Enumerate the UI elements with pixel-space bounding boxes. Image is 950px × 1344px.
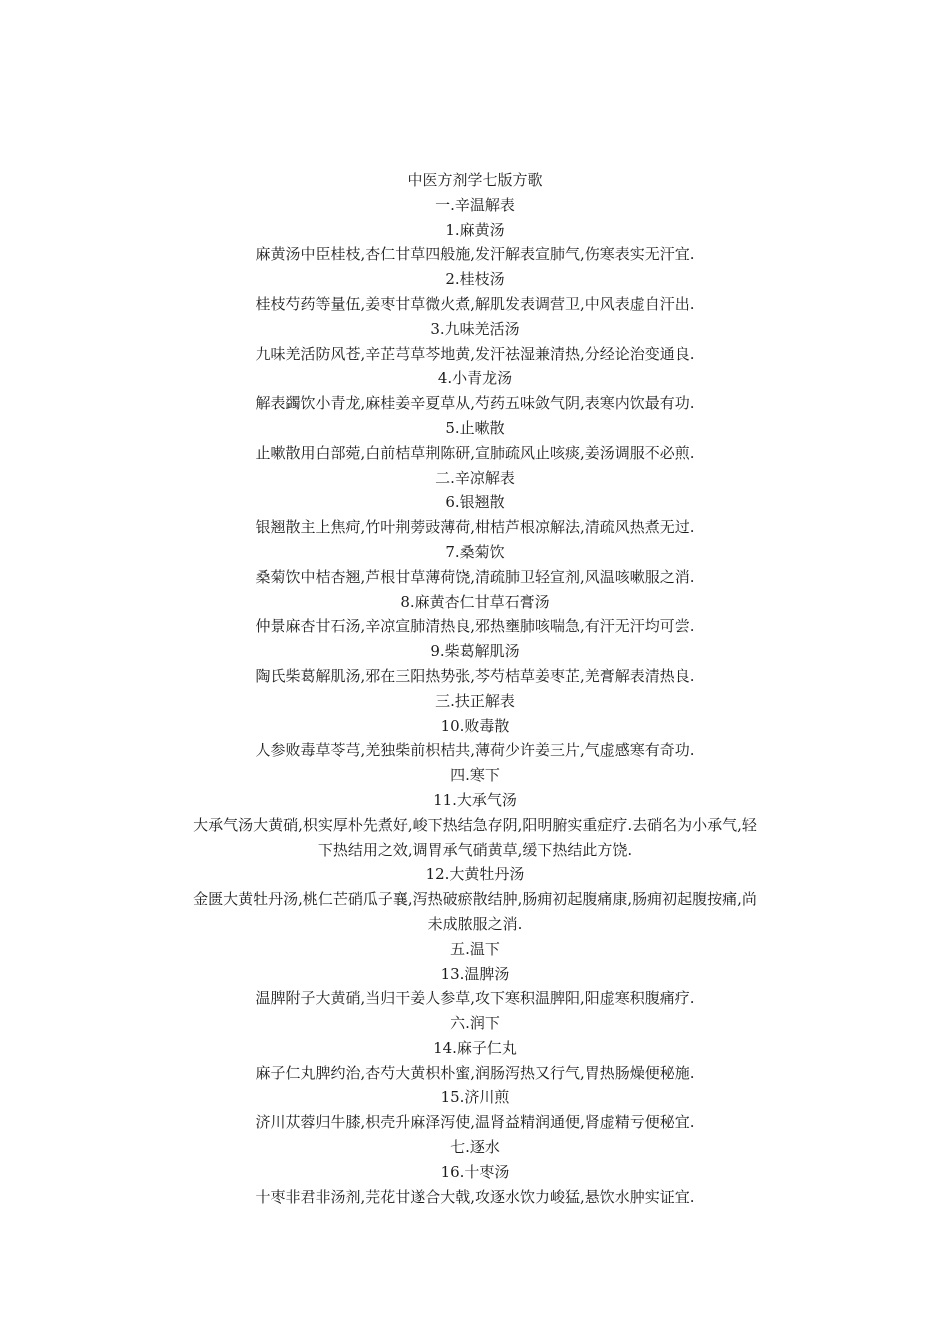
section-heading: 六.润下 xyxy=(450,1014,500,1033)
formula-title: 13.温脾汤 xyxy=(440,964,510,983)
document-page xyxy=(190,168,760,1209)
section-heading: 一.辛温解表 xyxy=(435,195,515,214)
formula-title: 15.济川煎 xyxy=(440,1088,510,1107)
formula-title: 10.败毒散 xyxy=(440,716,510,735)
formula-title: 2.桂枝汤 xyxy=(445,270,505,289)
formula-title: 1.麻黄汤 xyxy=(445,220,505,239)
formula-verse: 人参败毒草苓芎,羌独柴前枳桔共,薄荷少许姜三片,气虚感寒有奇功. xyxy=(255,741,695,760)
formula-verse: 仲景麻杏甘石汤,辛凉宣肺清热良,邪热壅肺咳喘急,有汗无汗均可尝. xyxy=(255,617,695,636)
formula-verse: 桑菊饮中桔杏翘,芦根甘草薄荷饶,清疏肺卫轻宣剂,风温咳嗽服之消. xyxy=(255,567,695,586)
formula-title: 8.麻黄杏仁甘草石膏汤 xyxy=(400,592,550,611)
formula-verse: 九味羌活防风苍,辛芷芎草芩地黄,发汗祛湿兼清热,分经论治变通良. xyxy=(255,344,695,363)
formula-title: 9.柴葛解肌汤 xyxy=(430,642,520,661)
formula-verse: 桂枝芍药等量伍,姜枣甘草微火煮,解肌发表调营卫,中风表虚自汗出. xyxy=(255,294,695,313)
formula-verse: 麻黄汤中臣桂枝,杏仁甘草四般施,发汗解表宣肺气,伤寒表实无汗宜. xyxy=(255,245,695,264)
section-heading: 三.扶正解表 xyxy=(435,691,515,710)
formula-verse: 陶氏柴葛解肌汤,邪在三阳热势张,芩芍桔草姜枣芷,羌膏解表清热良. xyxy=(255,666,695,685)
formula-title: 12.大黄牡丹汤 xyxy=(425,865,525,884)
formula-title: 6.银翘散 xyxy=(445,493,505,512)
formula-verse: 济川苁蓉归牛膝,枳壳升麻泽泻使,温肾益精润通便,肾虚精亏便秘宜. xyxy=(255,1113,695,1132)
formula-verse: 十枣非君非汤剂,芫花甘遂合大戟,攻逐水饮力峻猛,悬饮水肿实证宜. xyxy=(255,1187,695,1206)
document-title: 中医方剂学七版方歌 xyxy=(407,171,543,189)
formula-verse: 大承气汤大黄硝,枳实厚朴先煮好,峻下热结急存阴,阳明腑实重症疗.去硝名为小承气,轻下热结用之效,调胃承气硝黄草,缓下热结此方饶. xyxy=(193,815,757,859)
formula-verse: 止嗽散用白部菀,白前桔草荆陈研,宣肺疏风止咳痰,姜汤调服不必煎. xyxy=(255,443,695,462)
formula-title: 7.桑菊饮 xyxy=(445,542,505,561)
formula-title: 16.十枣汤 xyxy=(440,1162,510,1181)
formula-verse: 银翘散主上焦疴,竹叶荆蒡豉薄荷,柑桔芦根凉解法,清疏风热煮无过. xyxy=(255,518,695,537)
section-heading: 五.温下 xyxy=(450,939,500,958)
formula-verse: 麻子仁丸脾约治,杏芍大黄枳朴蜜,润肠泻热又行气,胃热肠燥便秘施. xyxy=(255,1063,695,1082)
formula-title: 4.小青龙汤 xyxy=(437,369,513,388)
section-heading: 四.寒下 xyxy=(450,766,500,785)
section-heading: 二.辛凉解表 xyxy=(435,468,515,487)
formula-verse: 金匮大黄牡丹汤,桃仁芒硝瓜子襄,泻热破瘀散结肿,肠痈初起腹痛康,肠痈初起腹按痛,尚未成脓服之消. xyxy=(193,890,757,933)
formula-title: 11.大承气汤 xyxy=(433,790,517,809)
formula-title: 5.止嗽散 xyxy=(445,418,505,437)
formula-title: 14.麻子仁丸 xyxy=(433,1038,517,1057)
formula-verse: 温脾附子大黄硝,当归干姜人参草,攻下寒积温脾阳,阳虚寒积腹痛疗. xyxy=(255,989,695,1008)
formula-title: 3.九味羌活汤 xyxy=(430,319,520,338)
formula-verse: 解表蠲饮小青龙,麻桂姜辛夏草从,芍药五味敛气阴,表寒内饮最有功. xyxy=(255,394,695,413)
section-heading: 七.逐水 xyxy=(450,1138,500,1157)
